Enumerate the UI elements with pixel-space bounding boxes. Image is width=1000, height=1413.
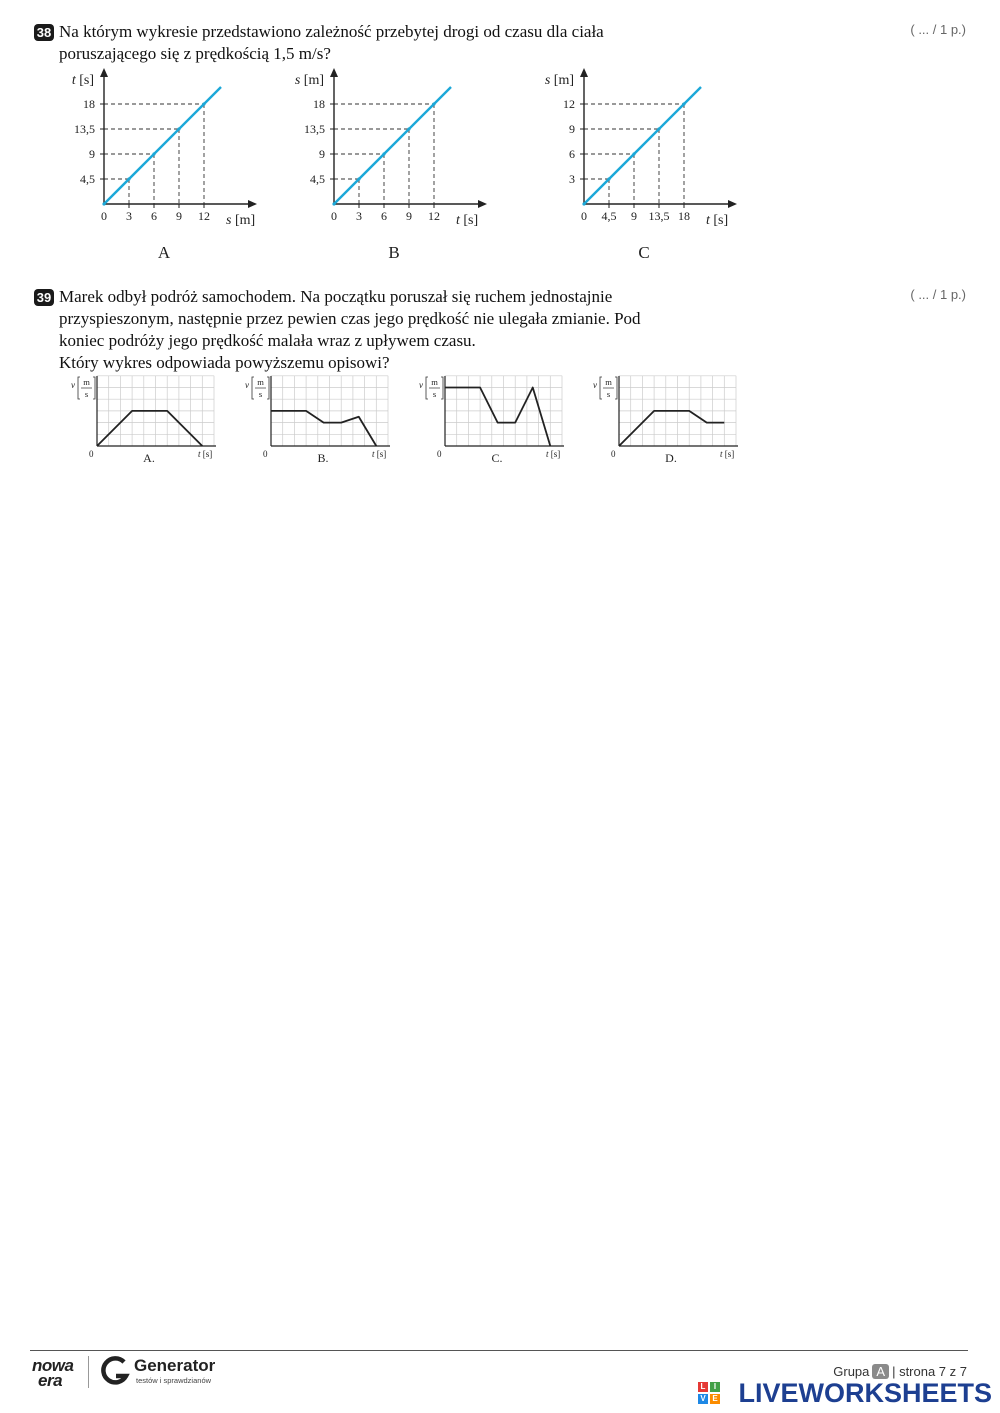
v-unit-num: m [605,377,612,387]
question-number: 38 [34,24,54,41]
velocity-line [445,388,550,447]
liveworksheets-watermark: LIVEWORKSHEETS [738,1378,992,1408]
data-point [202,102,205,105]
v-symbol: v [593,380,597,390]
x-tick-label: 12 [198,209,210,223]
v-symbol: v [245,380,249,390]
points-label: ( ... / 1 p.) [910,22,966,37]
data-point [657,127,660,130]
x-axis-label: t [s] [706,213,729,228]
x-tick-label: 9 [631,209,637,223]
x-axis-label: t [s] [456,213,479,228]
y-tick-label: 13,5 [304,122,325,136]
option-label: B. [317,451,329,465]
option-label: A [157,243,171,262]
v-unit-den: s [432,389,437,399]
y-tick-label: 9 [89,147,95,161]
x-tick-label: 12 [428,209,440,223]
option-label: A. [143,451,155,465]
option-label: C. [491,451,503,465]
y-axis-label: s [m] [544,73,574,88]
v-unit-num: m [257,377,264,387]
v-unit-den: s [84,389,89,399]
bracket-left [252,377,254,399]
velocity-line [97,411,202,446]
v-symbol: v [419,380,423,390]
x-tick-label: 0 [331,209,337,223]
y-tick-label: 18 [313,97,325,111]
generator-subtitle: testów i sprawdzianów [136,1376,212,1385]
t-axis-label: t [s] [198,449,213,459]
velocity-line [619,411,724,446]
x-tick-label: 3 [126,209,132,223]
data-point [177,127,180,130]
x-tick-label: 13,5 [648,209,670,223]
vt-chart-option-b[interactable] [236,374,396,469]
footer-rule [30,1350,968,1351]
data-point [632,152,635,155]
bracket-right [93,377,95,399]
data-point [127,177,130,180]
t-axis-label: t [s] [546,449,561,459]
y-tick-label: 18 [83,97,95,111]
origin-label: 0 [89,449,94,459]
option-label: B [388,243,400,262]
v-unit-den: s [258,389,263,399]
data-point [607,177,610,180]
t-axis-label: t [s] [720,449,735,459]
nowa-era-logo: nowa era [32,1356,74,1390]
y-tick-label: 6 [569,147,575,161]
question-number: 39 [34,289,54,306]
question-text: Marek odbył podróż samochodem. Na początku poruszał się ruchem jednostajnie przyspieszonym, następnie przez pewien czas jego prędkość nie ulegała zmianie. Pod koniec podróży jego prędkość malała wraz z upływem czasu. Który wykres odpowiada powyższemu opisowi? [59,287,641,372]
bracket-right [615,377,617,399]
x-tick-label: 9 [406,209,412,223]
x-tick-label: 18 [678,209,690,223]
x-axis-arrow-icon [728,200,737,208]
y-axis-label: t [s] [71,73,94,88]
vt-chart-option-c[interactable] [410,374,570,469]
y-tick-label: 4,5 [80,172,95,186]
y-axis-arrow-icon [330,68,338,77]
data-point [432,102,435,105]
origin-label: 0 [437,449,442,459]
y-tick-label: 9 [319,147,325,161]
points-label: ( ... / 1 p.) [910,287,966,302]
option-label: D. [665,451,677,465]
v-unit-num: m [83,377,90,387]
bracket-left [426,377,428,399]
bracket-right [441,377,443,399]
y-tick-label: 13,5 [74,122,95,136]
x-tick-label: 3 [356,209,362,223]
x-tick-label: 0 [581,209,587,223]
generator-logo-icon [100,1354,132,1388]
chart-option-b[interactable] [290,66,510,266]
x-tick-label: 6 [381,209,387,223]
y-axis-label: s [m] [294,73,324,88]
liveworksheets-badge-icon: L I V E [698,1382,722,1406]
logo-separator [88,1356,89,1388]
bracket-left [78,377,80,399]
bracket-left [600,377,602,399]
data-point [382,152,385,155]
vt-chart-option-d[interactable] [584,374,744,469]
chart-option-a[interactable] [60,66,280,266]
option-label: C [638,243,650,262]
page-info: Grupa A | strona 7 z 7 [833,1364,967,1379]
x-tick-label: 0 [101,209,107,223]
y-tick-label: 9 [569,122,575,136]
y-tick-label: 4,5 [310,172,325,186]
question-text: Na którym wykresie przedstawiono zależność przebytej drogi od czasu dla ciała poruszającego się z prędkością 1,5 m/s? [59,22,604,63]
chart-option-c[interactable] [540,66,760,266]
v-symbol: v [71,380,75,390]
origin-label: 0 [263,449,268,459]
x-axis-label: s [m] [226,213,256,228]
data-point [152,152,155,155]
bracket-right [267,377,269,399]
v-unit-num: m [431,377,438,387]
data-point [682,102,685,105]
generator-title: Generator [134,1356,216,1375]
data-point [582,202,585,205]
vt-chart-option-a[interactable] [62,374,222,469]
y-tick-label: 3 [569,172,575,186]
data-point [332,202,335,205]
data-point [102,202,105,205]
data-point [407,127,410,130]
y-axis-arrow-icon [100,68,108,77]
v-unit-den: s [606,389,611,399]
velocity-line [271,411,376,446]
x-tick-label: 4,5 [601,209,617,223]
x-axis-arrow-icon [478,200,487,208]
x-tick-label: 9 [176,209,182,223]
x-tick-label: 6 [151,209,157,223]
y-tick-label: 12 [563,97,575,111]
group-badge: A [872,1364,889,1379]
x-axis-arrow-icon [248,200,257,208]
y-axis-arrow-icon [580,68,588,77]
t-axis-label: t [s] [372,449,387,459]
data-point [357,177,360,180]
origin-label: 0 [611,449,616,459]
